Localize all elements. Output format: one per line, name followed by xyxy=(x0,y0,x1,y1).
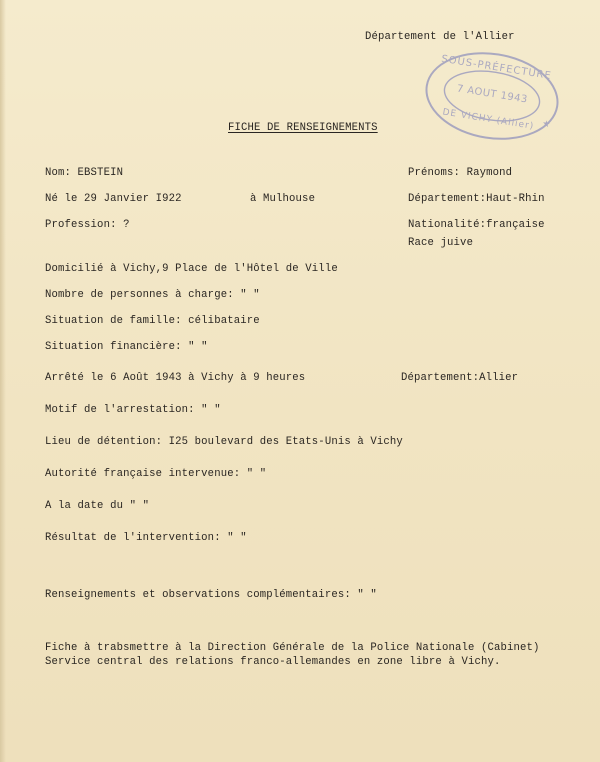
field-lieu-detention: Lieu de détention: I25 boulevard des Etats-Unis à Vichy xyxy=(45,436,403,448)
stamp-top-text: SOUS-PRÉFECTURE xyxy=(440,53,553,83)
stamp-bottom-text: DE VICHY (Allier) xyxy=(441,107,535,132)
field-prenoms: Prénoms: Raymond xyxy=(408,167,513,179)
footer-line-2: Service central des relations franco-allemandes en zone libre à Vichy. xyxy=(45,656,501,668)
field-situation-financiere: Situation financière: " " xyxy=(45,341,208,353)
field-lieu-naissance: à Mulhouse xyxy=(250,193,316,205)
stamp-date: 7 AOUT 1943 xyxy=(455,83,529,106)
field-profession: Profession: ? xyxy=(45,219,130,231)
field-nom: Nom: EBSTEIN xyxy=(45,167,124,179)
field-date-du: A la date du " " xyxy=(45,500,150,512)
field-nationalite: Nationalité:française xyxy=(408,219,545,231)
field-autorite: Autorité française intervenue: " " xyxy=(45,468,267,480)
field-naissance: Né le 29 Janvier I922 xyxy=(45,193,182,205)
paper-edge xyxy=(0,0,6,762)
field-motif: Motif de l'arrestation: " " xyxy=(45,404,221,416)
document-title: FICHE DE RENSEIGNEMENTS xyxy=(228,122,378,134)
field-departement-naissance: Département:Haut-Rhin xyxy=(408,193,545,205)
field-personnes-charge: Nombre de personnes à charge: " " xyxy=(45,289,260,301)
field-departement-arrestation: Département:Allier xyxy=(401,372,519,384)
field-resultat: Résultat de l'intervention: " " xyxy=(45,532,247,544)
official-stamp xyxy=(418,42,566,150)
footer-line-1: Fiche à trabsmettre à la Direction Générale de la Police Nationale (Cabinet) xyxy=(45,642,540,654)
field-race: Race juive xyxy=(408,237,474,249)
field-situation-famille: Situation de famille: célibataire xyxy=(45,315,260,327)
field-arrestation: Arrêté le 6 Août 1943 à Vichy à 9 heures xyxy=(45,372,306,384)
field-observations: Renseignements et observations complémentaires: " " xyxy=(45,589,377,601)
field-domicile: Domicilié à Vichy,9 Place de l'Hôtel de Ville xyxy=(45,263,338,275)
department-header: Département de l'Allier xyxy=(365,31,515,43)
svg-text:★: ★ xyxy=(541,119,551,131)
